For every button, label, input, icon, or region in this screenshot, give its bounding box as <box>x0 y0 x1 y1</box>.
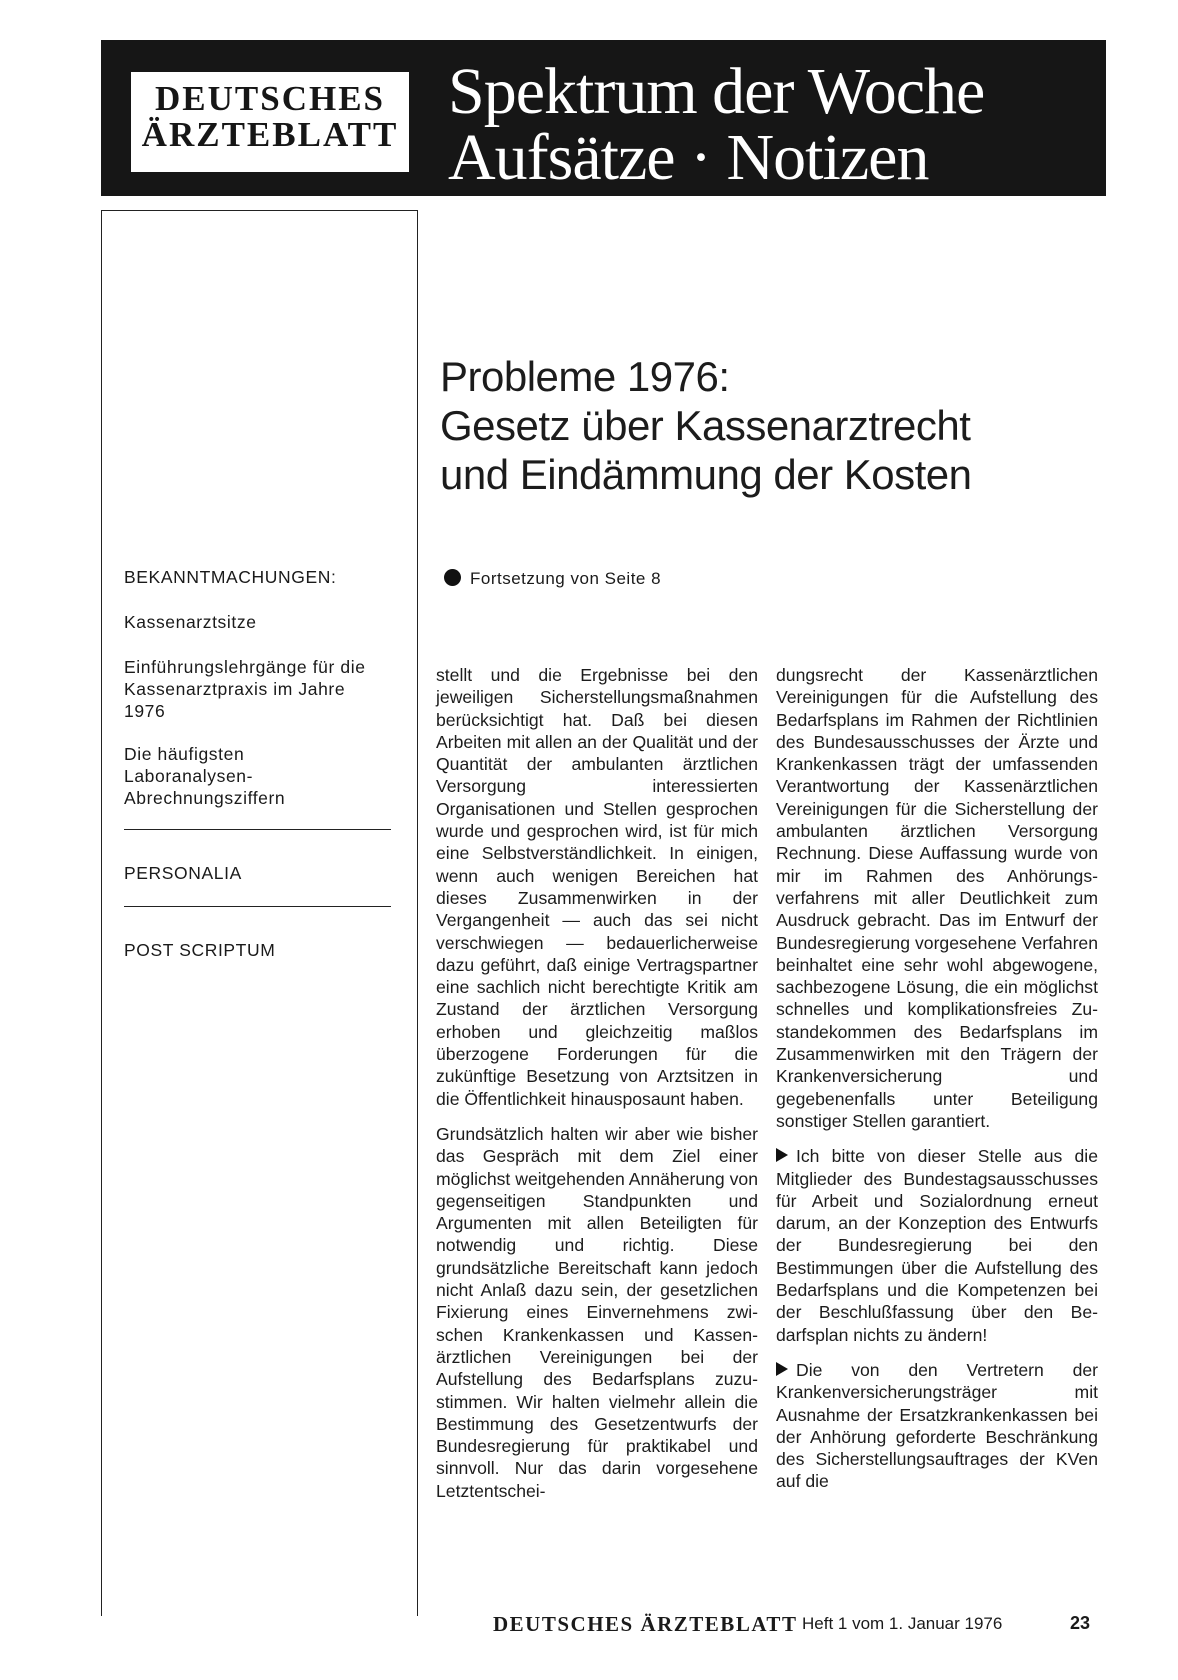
article-title-line-1: Probleme 1976: <box>440 353 730 400</box>
logo-line-1: DEUTSCHES <box>154 79 386 118</box>
bullet-icon <box>444 569 461 586</box>
paragraph: Grundsätzlich halten wir aber wie bisher das Gespräch mit dem Ziel einer möglichst weitgehenden Annäherung von gegenseitigen Standpunkten und Argumenten mit allen Beteiligten für notwendig und richtig. Diese grundsätzliche Bereitschaft kann jedoch nicht Anlaß dazu sein, der gesetzlichen Fixierung eines Einvernehmens zwischen Krankenkassen und Kassenärztlichen Vereinigungen bei der Aufstellung des Bedarfsplans zuzustimmen. Wir halten vielmehr allein die Bestimmung des Gesetzentwurfs der Bundesregierung für praktikabel und sinnvoll. Nur das darin vorgesehene Letztentschei- <box>436 1123 758 1501</box>
footer-brand: DEUTSCHES ÄRZTEBLATT <box>493 1612 798 1636</box>
section-title: Spektrum der Woche <box>448 55 985 128</box>
article-title <box>440 352 1080 499</box>
journal-logo <box>131 72 409 172</box>
page-footer <box>0 1612 1178 1642</box>
sidebar-heading-personalia: PERSONALIA <box>124 863 242 883</box>
sidebar-divider <box>124 906 391 907</box>
footer-issue: Heft 1 vom 1. Januar 1976 <box>802 1614 1003 1633</box>
page-number: 23 <box>1070 1613 1091 1633</box>
continuation-note <box>444 569 661 589</box>
sidebar-divider <box>124 829 391 830</box>
logo-line-2: ÄRZTEBLATT <box>141 115 399 154</box>
section-subtitle: Aufsätze · Notizen <box>448 121 929 194</box>
paragraph: stellt und die Ergebnisse bei den jeweiligen Sicherstellungsmaßnahmen berücksichtigt hat. Daß bei diesen Arbeiten mit allen an der Qualität und der Quantität der ambulanten ärztlichen Versorgung interessierten Organisationen und Stellen gesprochen wurde und gesprochen wird, ist für mich eine Selbstverständlichkeit. In einigen, wenn auch wenigen Bereichen hat dieses Zusammenwirken in der Vergangenheit — auch das sei nicht verschwiegen — bedauerlicherweise dazu geführt, daß einige Vertragspartner eine sachlich nicht berechtigte Kritik am Zustand der ärztlichen Versorgung erhoben und gleichzeitig maßlos überzogene Forderungen für die zukünftige Besetzung von Arztsitzen in die Öffentlichkeit hinausposaunt haben. <box>436 665 758 1109</box>
triangle-bullet-icon <box>776 1362 788 1376</box>
sidebar-item-einfuehrungslehrgaenge: Einführungslehrgänge für die Kassenarztpraxis im Jahre 1976 <box>124 657 366 721</box>
article-title-line-3: und Eindämmung der Kosten <box>440 451 972 498</box>
article-title-line-2: Gesetz über Kassenarztrecht <box>440 402 971 449</box>
triangle-bullet-icon <box>776 1148 788 1162</box>
sidebar-heading-post-scriptum: POST SCRIPTUM <box>124 940 276 960</box>
continuation-text: Fortsetzung von Seite 8 <box>470 569 662 588</box>
paragraph: Ich bitte von dieser Stelle aus die Mitglieder des Bundestagsausschusses für Arbeit und Sozialordnung erneut darum, an der Konzeption des Entwurfs der Bundesregierung bei den Bestimmungen über die Aufstellung des Bedarfsplans und die Kompetenzen bei der Beschlußfassung über den Bedarfsplan nichts zu ändern! <box>776 1146 1098 1345</box>
sidebar-frame <box>101 210 418 1616</box>
article-column-1 <box>436 664 758 1515</box>
sidebar-heading-bekanntmachungen: BEKANNTMACHUNGEN: <box>124 567 337 587</box>
header-banner <box>101 40 1106 196</box>
article-column-2 <box>776 664 1098 1506</box>
paragraph: Die von den Vertretern der Krankenversicherungsträger mit Ausnahme der Ersatzkrankenkassen bei der Anhörung geforderte Beschränkung des Sicherstellungsauftrages der KVen auf die <box>776 1359 1098 1492</box>
sidebar-item-kassenarztsitze: Kassenarztsitze <box>124 612 257 632</box>
sidebar-item-laboranalysen: Die häufigsten Laboranalysen-Abrechnungsziffern <box>124 744 286 808</box>
paragraph: dungsrecht der Kassenärztlichen Vereinigungen für die Aufstellung des Bedarfsplans im Rahmen der Richtlinien des Bundesausschusses der Ärzte und Krankenkassen trägt der umfassenden Verantwortung der Kassenärztlichen Vereinigungen für die Sicherstellung der ambulanten ärztlichen Versorgung Rechnung. Diese Auffassung wurde von mir im Rahmen des Anhörungsverfahrens mit aller Deutlichkeit zum Ausdruck gebracht. Das im Entwurf der Bundesregierung vorgesehene Verfahren beinhaltet eine sehr wohl abgewogene, sachbezogene Lösung, die ein möglichst schnelles und komplikationsfreies Zustandekommen des Bedarfsplans im Zusammenwirken mit den Trägern der Krankenversicherung und gegebenenfalls unter Beteiligung sonstiger Stellen garantiert. <box>776 665 1098 1131</box>
